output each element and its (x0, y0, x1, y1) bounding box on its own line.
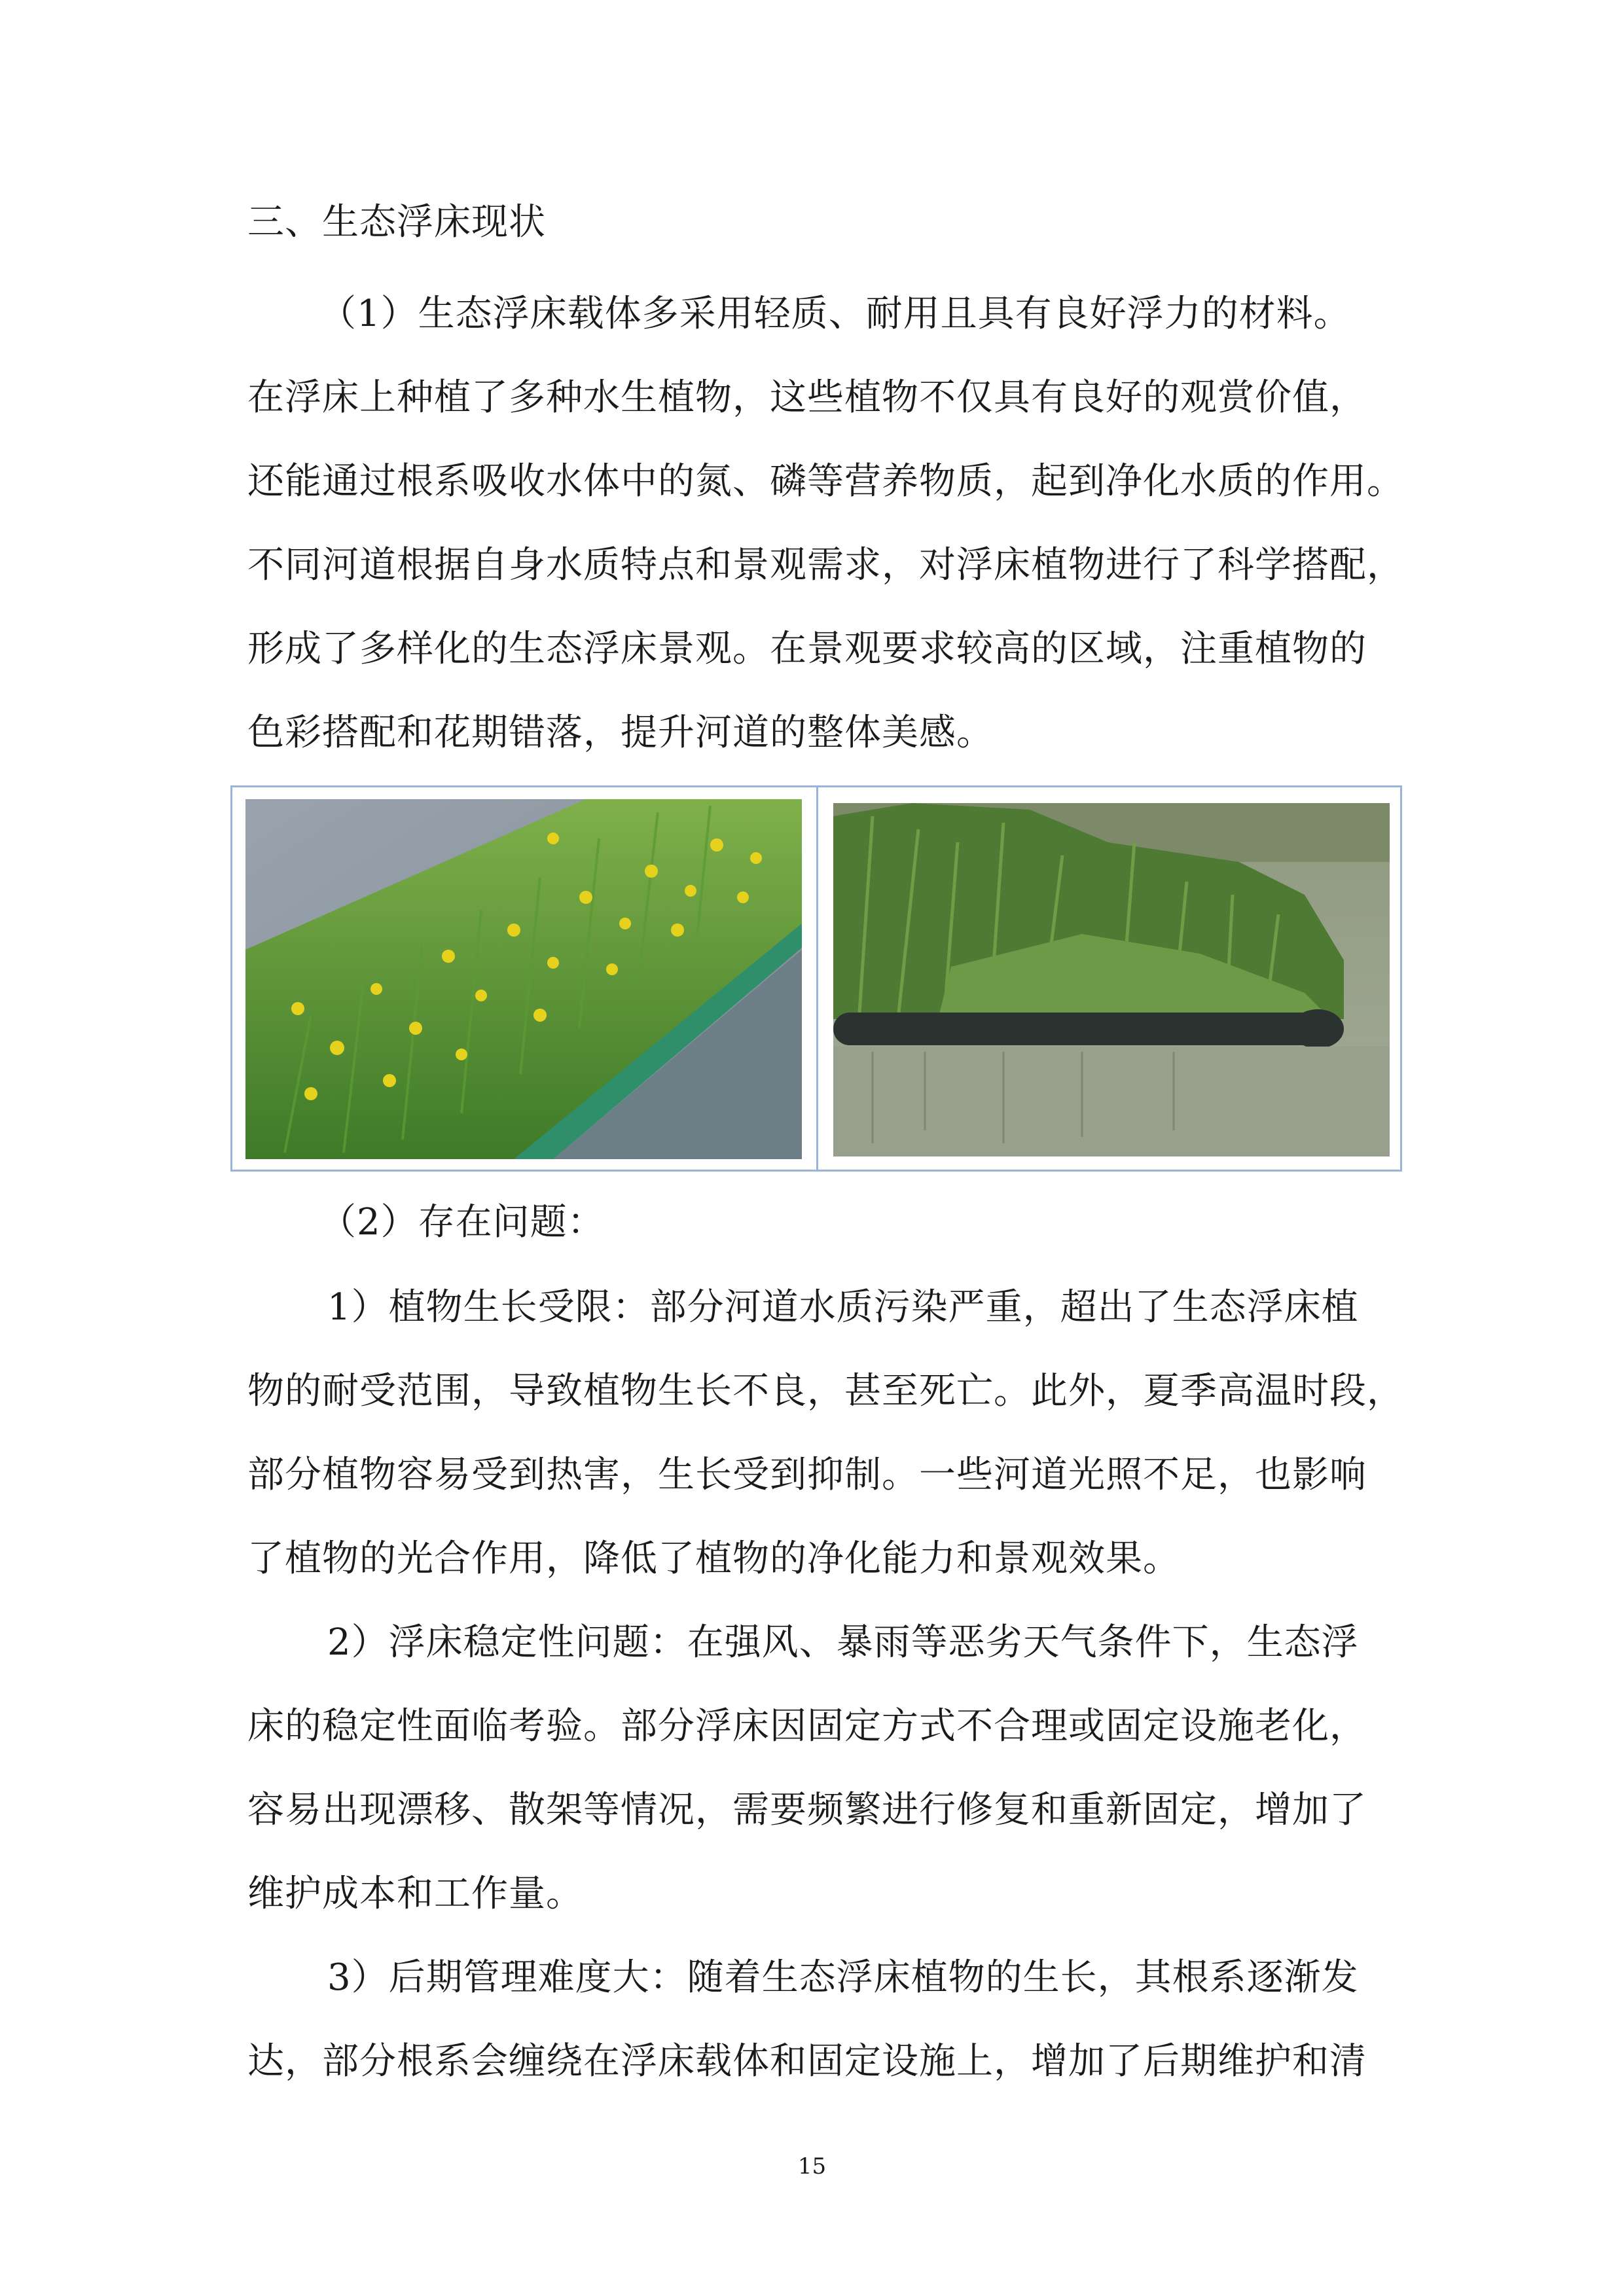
paragraph-line: 2）浮床稳定性问题：在强风、暴雨等恶劣天气条件下，生态浮 (327, 1621, 1359, 1664)
paragraph-line: 色彩搭配和花期错落，提升河道的整体美感。 (247, 711, 994, 754)
paragraph-line: 达，部分根系会缠绕在浮床载体和固定设施上，增加了后期维护和清 (247, 2040, 1367, 2083)
paragraph-line: 还能通过根系吸收水体中的氮、磷等营养物质，起到净化水质的作用。 (247, 460, 1404, 503)
paragraph-line: 维护成本和工作量。 (247, 1873, 583, 1915)
floating-bed-reed-photo (833, 803, 1390, 1157)
paragraph-line: 床的稳定性面临考验。部分浮床因固定方式不合理或固定设施老化， (247, 1705, 1367, 1748)
floating-bed-iris-photo (245, 799, 802, 1159)
paragraph-line: 物的耐受范围，导致植物生长不良，甚至死亡。此外，夏季高温时段， (247, 1370, 1404, 1412)
paragraph-line: 了植物的光合作用，降低了植物的净化能力和景观效果。 (247, 1537, 1180, 1580)
paragraph-line: 1）植物生长受限：部分河道水质污染严重，超出了生态浮床植 (327, 1286, 1359, 1329)
paragraph-line: （1）生态浮床载体多采用轻质、耐用且具有良好浮力的材料。 (319, 293, 1351, 335)
paragraph-line: 容易出现漂移、散架等情况，需要频繁进行修复和重新固定，增加了 (247, 1789, 1367, 1831)
paragraph-line: 部分植物容易受到热害，生长受到抑制。一些河道光照不足，也影响 (247, 1454, 1367, 1496)
page-number: 15 (797, 2153, 827, 2179)
figure-divider (816, 787, 818, 1170)
photo-figure (230, 785, 1402, 1172)
paragraph-line: 在浮床上种植了多种水生植物，这些植物不仅具有良好的观赏价值， (247, 376, 1367, 419)
paragraph-heading: （2）存在问题： (319, 1201, 605, 1244)
paragraph-line: 形成了多样化的生态浮床景观。在景观要求较高的区域，注重植物的 (247, 628, 1367, 670)
paragraph-line: 3）后期管理难度大：随着生态浮床植物的生长，其根系逐渐发 (327, 1956, 1359, 1999)
section-title: 三、生态浮床现状 (247, 201, 546, 243)
paragraph-line: 不同河道根据自身水质特点和景观需求，对浮床植物进行了科学搭配， (247, 544, 1404, 586)
